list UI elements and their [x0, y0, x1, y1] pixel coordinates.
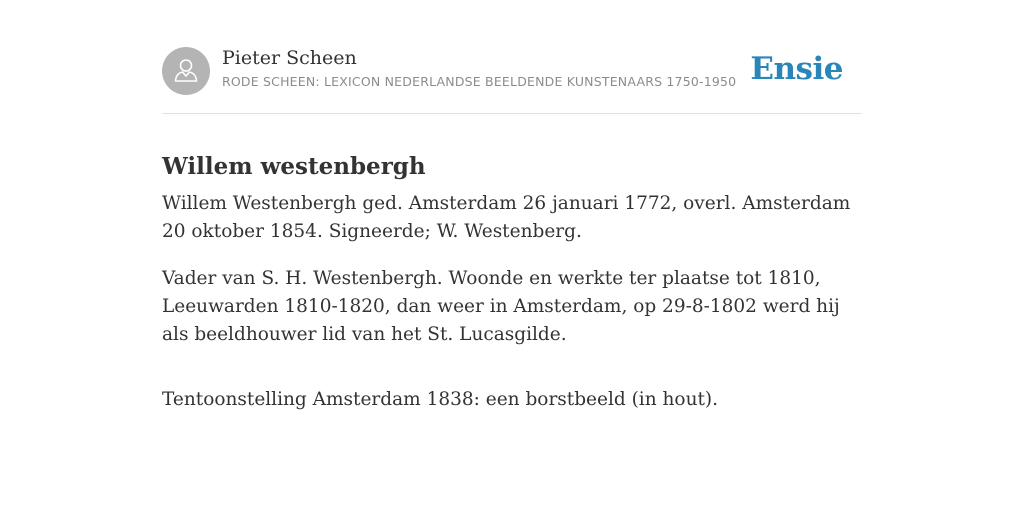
user-placeholder-icon — [162, 47, 210, 95]
author-name[interactable]: Pieter Scheen — [222, 47, 357, 69]
article-paragraph: Vader van S. H. Westenbergh. Woonde en werkte ter plaatse tot 1810, Leeuwarden 1810-1820, dan weer in Amsterdam, op 29-8-1802 werd hij als beeldhouwer lid van het St. Lucasgilde. — [162, 268, 840, 345]
article-paragraph: Tentoonstelling Amsterdam 1838: een borstbeeld (in hout). — [162, 389, 719, 410]
article-body — [162, 190, 862, 433]
page-container — [162, 0, 862, 410]
article-title: Willem westenbergh — [162, 153, 426, 181]
article-paragraph: Willem Westenbergh ged. Amsterdam 26 januari 1772, overl. Amsterdam 20 oktober 1854. Signeerde; W. Westenberg. — [162, 193, 851, 242]
brand-logo[interactable]: Ensie — [750, 51, 843, 87]
header — [162, 0, 862, 114]
source-title[interactable]: RODE SCHEEN: LEXICON NEDERLANDSE BEELDENDE KUNSTENAARS 1750-1950 — [222, 74, 737, 89]
